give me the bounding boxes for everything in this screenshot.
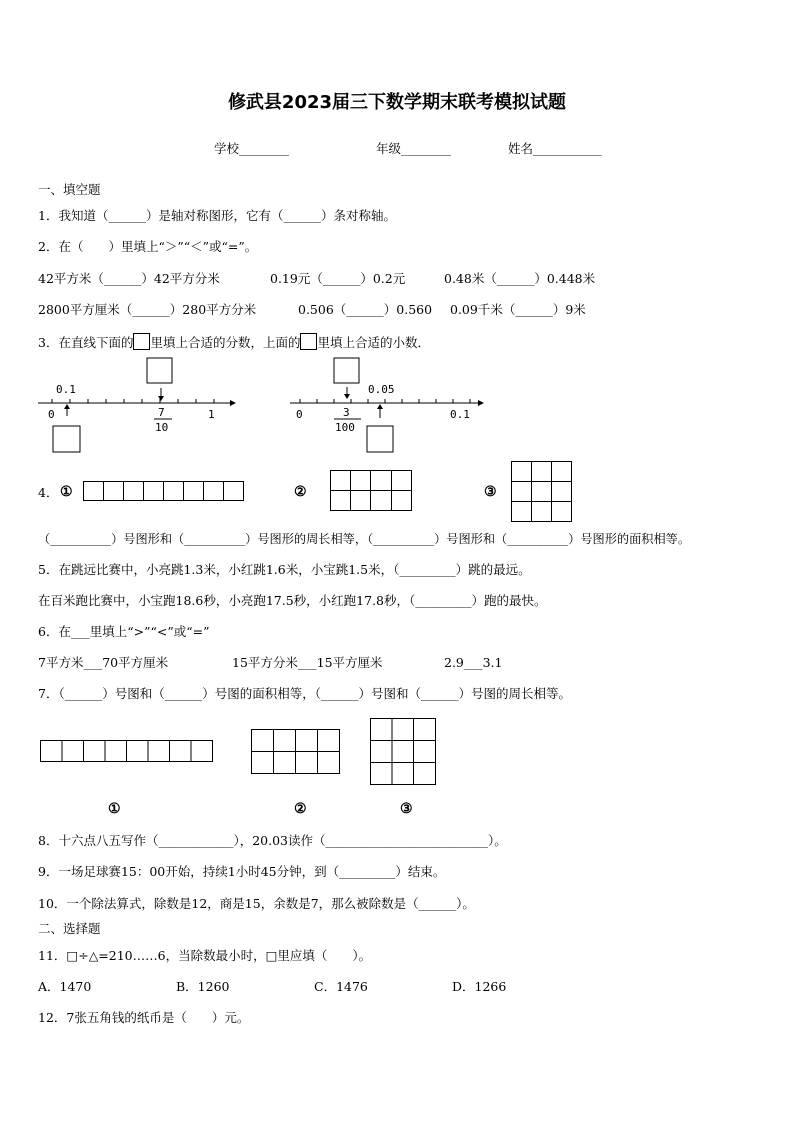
fraction-numerator: 7 <box>158 406 165 419</box>
figure-marker-1: ① <box>60 484 73 500</box>
figure-marker-2: ② <box>294 484 307 500</box>
answer-box-bottom <box>367 426 393 452</box>
q11-option-a: A．1470 <box>38 979 92 994</box>
answer-box-top <box>147 358 172 383</box>
number-line-1 <box>30 356 240 456</box>
fraction-denominator: 100 <box>335 421 355 434</box>
fraction-denominator: 10 <box>155 421 169 434</box>
q7-figure-3-grid <box>370 718 437 786</box>
q6-item: 15平方分米___15平方厘米 <box>232 655 383 670</box>
q7-marker-2: ② <box>294 801 307 817</box>
question-6: 6．在___里填上“>”“<”或“=” <box>38 624 210 639</box>
up-arrow-head <box>64 404 70 409</box>
page-title: 修武县2023届三下数学期末联考模拟试题 <box>227 92 567 113</box>
figure-2-grid <box>330 470 413 512</box>
q6-item: 2.9___3.1 <box>444 655 503 670</box>
inline-box <box>133 333 150 350</box>
question-4-number: 4． <box>38 485 59 500</box>
zero-label: 0 <box>296 408 303 421</box>
answer-box-bottom <box>53 426 80 452</box>
question-7: 7．（______）号图和（______）号图的面积相等，（______）号图和（______）号图的周长相等。 <box>38 686 571 701</box>
q2-item: 0.506（______）0.560 <box>298 302 433 317</box>
grade-field: 年级________ <box>376 141 452 156</box>
figure-marker-3: ③ <box>484 484 497 500</box>
question-11: 11．□÷△=210……6，当除数最小时，□里应填（ ）。 <box>38 948 372 963</box>
question-1: 1．我知道（______）是轴对称图形，它有（______）条对称轴。 <box>38 208 396 223</box>
name-field: 姓名___________ <box>508 141 602 156</box>
end-label: 0.1 <box>450 408 470 421</box>
q6-item: 7平方米___70平方厘米 <box>38 655 169 670</box>
q11-option-b: B．1260 <box>176 979 230 994</box>
section-fill-blank: 一、填空题 <box>38 182 101 197</box>
inline-box <box>300 333 317 350</box>
q7-figure-2-grid <box>251 729 341 775</box>
zero-label: 0 <box>48 408 55 421</box>
figure-1-grid <box>83 481 245 502</box>
section-choice: 二、选择题 <box>38 921 101 936</box>
school-field: 学校________ <box>214 141 290 156</box>
top-decimal-label: 0.05 <box>368 383 395 396</box>
top-decimal-label: 0.1 <box>56 383 76 396</box>
q2-item: 0.48米（______）0.448米 <box>444 271 596 286</box>
question-2: 2．在（ ）里填上“＞”“＜”或“=”。 <box>38 239 258 254</box>
question-10: 10．一个除法算式，除数是12，商是15，余数是7，那么被除数是（______）。 <box>38 896 475 911</box>
figure-3-grid <box>511 461 573 523</box>
number-line-2 <box>282 356 492 456</box>
question-9: 9．一场足球赛15：00开始，持续1小时45分钟，到（_________）结束。 <box>38 864 446 879</box>
q2-item: 2800平方厘米（______）280平方分米 <box>38 302 257 317</box>
q11-option-d: D．1266 <box>452 979 507 994</box>
q2-item: 0.19元（______）0.2元 <box>270 271 406 286</box>
axis-arrow <box>230 400 236 406</box>
q7-marker-1: ① <box>108 801 121 817</box>
question-4-text: （__________）号图形和（__________）号图形的周长相等，（__________）号图形和（__________）号图形的面积相等。 <box>38 532 691 546</box>
q3-text-3: 里填上合适的小数． <box>317 335 430 350</box>
fraction-numerator: 3 <box>343 406 350 419</box>
question-5-line-2: 在百米跑比赛中，小宝跑18.6秒，小亮跑17.5秒，小红跑17.8秒，（_________）跑的最快。 <box>38 593 547 608</box>
q7-figure-1-grid <box>40 740 215 763</box>
question-12: 12．7张五角钱的纸币是（ ）元。 <box>38 1010 250 1025</box>
up-arrow-head <box>377 404 383 409</box>
down-arrow-head <box>158 396 164 401</box>
question-8: 8．十六点八五写作（____________），20.03读作（__________________________）。 <box>38 833 507 848</box>
question-5-line-1: 5．在跳远比赛中，小亮跳1.3米，小红跳1.6米，小宝跳1.5米，（_________）跳的最远。 <box>38 562 531 577</box>
axis-arrow <box>478 400 484 406</box>
q3-text-1: 3．在直线下面的 <box>38 335 134 350</box>
q2-item: 0.09千米（______）9米 <box>450 302 586 317</box>
q3-text-2: 里填上合适的分数，上面的 <box>150 335 301 350</box>
answer-box-top <box>334 358 359 383</box>
one-label: 1 <box>208 408 215 421</box>
q11-option-c: C．1476 <box>314 979 368 994</box>
down-arrow-head <box>344 394 350 399</box>
q7-marker-3: ③ <box>400 801 413 817</box>
question-3 <box>38 333 430 351</box>
q2-item: 42平方米（______）42平方分米 <box>38 271 220 286</box>
